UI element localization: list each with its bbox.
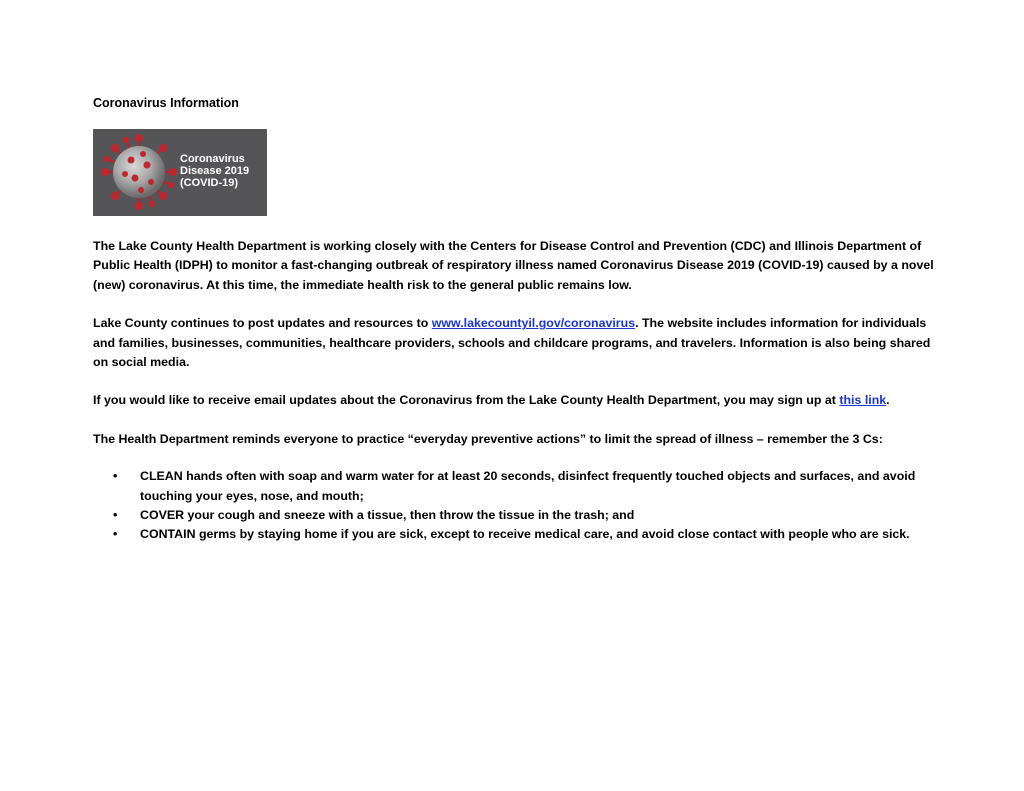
list-item-clean (93, 467, 938, 506)
document-heading: Coronavirus Information (93, 96, 239, 110)
website-paragraph-text-after: . The website includes information for individuals and families, businesses, communities, healthcare providers, schools and childcare programs, and travelers. Information is also being shared on social media. (93, 316, 931, 370)
banner-line-1: Coronavirus (180, 153, 245, 165)
list-item-contain (93, 525, 938, 544)
list-item-text: CONTAIN germs by staying home if you are sick, except to receive medical care, and avoid close contact with people who are sick. (140, 527, 910, 542)
list-item-text: COVER your cough and sneeze with a tissue, then throw the tissue in the trash; and (140, 508, 635, 523)
bullet-icon: • (113, 527, 118, 542)
list-item-cover (93, 506, 938, 525)
coronavirus-website-link[interactable]: www.lakecountyil.gov/coronavirus (431, 316, 636, 331)
coronavirus-banner-image (93, 129, 267, 216)
bullet-icon: • (113, 508, 118, 523)
document-page (93, 95, 938, 545)
virus-icon (99, 132, 179, 212)
banner-line-2: Disease 2019 (180, 165, 250, 177)
bullet-icon: • (113, 469, 118, 484)
email-signup-text-after: . (886, 393, 890, 408)
list-item-text: CLEAN hands often with soap and warm water for at least 20 seconds, disinfect frequently touched objects and surfaces, and avoid touching your eyes, nose, and mouth; (140, 469, 916, 503)
intro-paragraph: The Lake County Health Department is working closely with the Centers for Disease Control and Prevention (CDC) and Illinois Department of Public Health (IDPH) to monitor a fast-changing outbreak of respiratory illness named Coronavirus Disease 2019 (COVID-19) caused by a novel (new) coronavirus. At this time, the immediate health risk to the general public remains low. (93, 239, 934, 292)
email-signup-paragraph (93, 391, 938, 410)
preventive-actions-paragraph: The Health Department reminds everyone to practice “everyday preventive actions” to limit the spread of illness – remember the 3 Cs: (93, 431, 883, 446)
three-cs-list (93, 467, 938, 545)
banner-line-3: (COVID-19) (180, 177, 239, 189)
banner-caption (180, 153, 249, 189)
email-signup-text-before: If you would like to receive email updates about the Coronavirus from the Lake County Health Department, you may sign up at (93, 393, 840, 408)
website-paragraph-text-before: Lake County continues to post updates and resources to (93, 316, 432, 331)
website-paragraph (93, 314, 938, 372)
email-signup-link[interactable]: this link (839, 393, 887, 408)
